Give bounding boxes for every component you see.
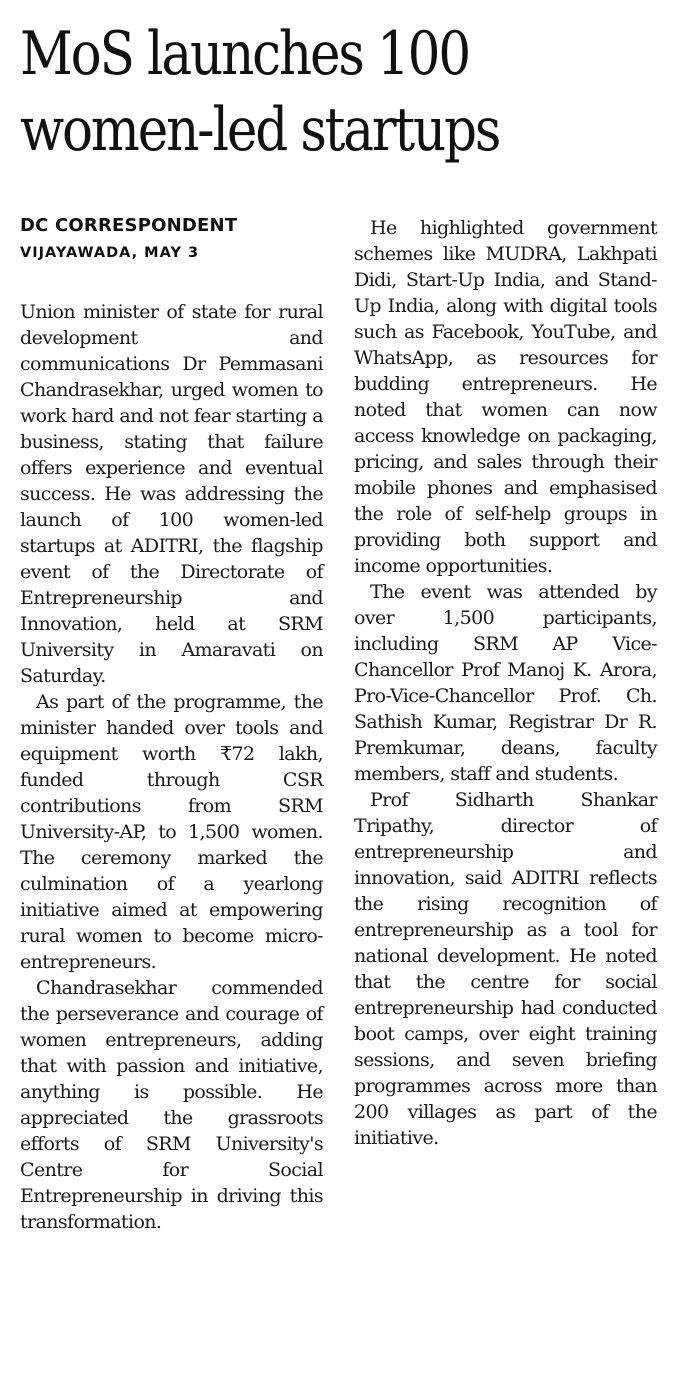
headline-line-1: MoS launches 100 bbox=[20, 19, 470, 89]
paragraph: Union minister of state for rural development and communications Dr Pemmasani Chandrasekhar, urged women to work hard and not fear starting a business, stating that failure offers experience and eventual success. He was addressing the launch of 100 women-led startups at ADITRI, the flagship event of the Directorate of Entrepreneurship and Innovation, held at SRM University in Amaravati on Saturday. bbox=[20, 301, 323, 687]
paragraph: Prof Sidharth Shankar Tripathy, director of entrepreneurship and innovation, said ADITRI reflects the rising recognition of entrepreneurship as a tool for national development. He noted that the centre for social entrepreneurship had conducted boot camps, over eight training sessions, and seven briefing programmes across more than 200 villages as part of the initiative. bbox=[354, 789, 657, 1149]
article-body-right bbox=[354, 215, 657, 1151]
byline: DC CORRESPONDENT bbox=[20, 215, 238, 236]
article-body-left bbox=[20, 299, 323, 1235]
headline bbox=[20, 16, 575, 168]
paragraph: He highlighted government schemes like MUDRA, Lakhpati Didi, Start-Up India, and Stand-Up India, along with digital tools such as Facebook, YouTube, and WhatsApp, as resources for budding entrepreneurs. He noted that women can now access knowledge on packaging, pricing, and sales through their mobile phones and emphasised the role of self-help groups in providing both support and income opportunities. bbox=[354, 217, 657, 577]
paragraph: Chandrasekhar commended the perseverance and courage of women entrepreneurs, adding that with passion and initiative, anything is possible. He appreciated the grassroots efforts of SRM University's Centre for Social Entrepreneurship in driving this transformation. bbox=[20, 977, 323, 1233]
article-column-left bbox=[20, 215, 323, 1235]
paragraph: The event was attended by over 1,500 participants, including SRM AP Vice-Chancellor Prof Manoj K. Arora, Pro-Vice-Chancellor Prof. Ch. Sathish Kumar, Registrar Dr R. Premkumar, deans, faculty members, staff and students. bbox=[354, 581, 657, 785]
headline-line-2: women-led startups bbox=[20, 95, 500, 165]
dateline: VIJAYAWADA, MAY 3 bbox=[20, 245, 200, 261]
article-column-right bbox=[354, 215, 657, 1151]
paragraph: As part of the programme, the minister handed over tools and equipment worth ₹72 lakh, funded through CSR contributions from SRM University-AP, to 1,500 women. The ceremony marked the culmination of a yearlong initiative aimed at empowering rural women to become micro-entrepreneurs. bbox=[20, 691, 323, 973]
